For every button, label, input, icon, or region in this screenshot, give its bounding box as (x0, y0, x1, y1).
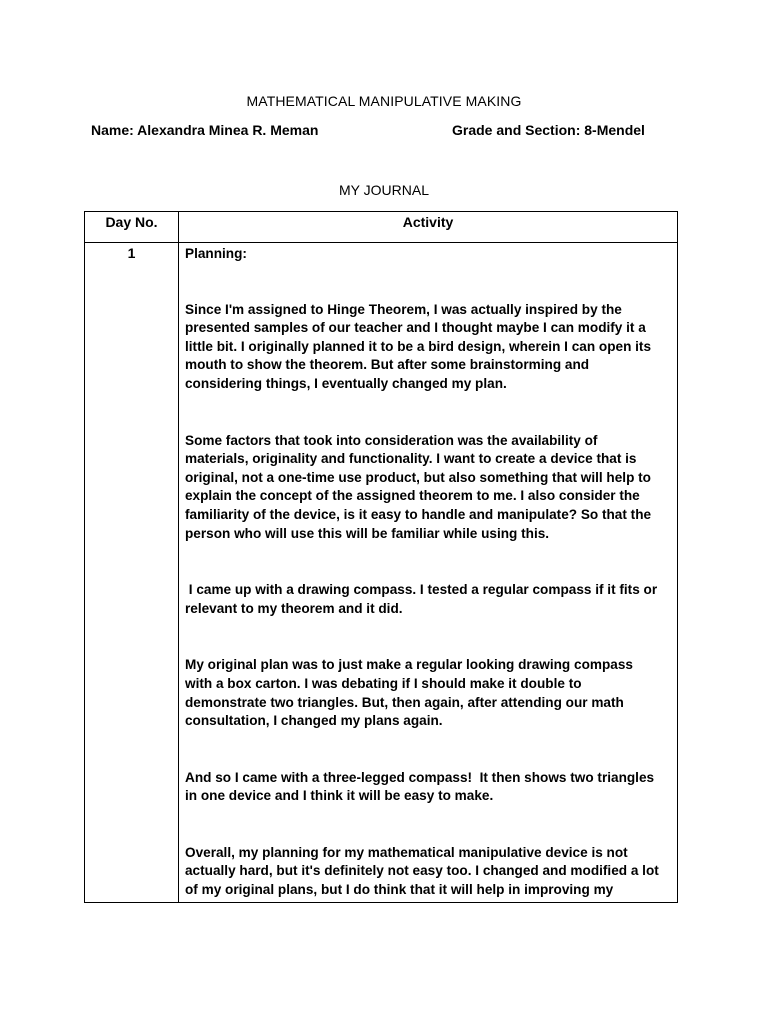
journal-title: MY JOURNAL (339, 182, 429, 198)
header-day-number: Day No. (105, 214, 158, 230)
activity-paragraph-1: Since I'm assigned to Hinge Theorem, I was actually inspired by the presented samples of our teacher and I thought maybe I can modify it a little bit. I originally planned it to be a bird design, wherein I can open its mouth to show the theorem. But after some brainstorming and considering things, I eventually changed my plan. (185, 301, 652, 391)
activity-paragraph-2: Some factors that took into consideration was the availability of materials, originality and functionality. I want to create a device that is original, not a one-time use product, but also something that will help to explain the concept of the assigned theorem to me. I also consider the familiarity of the device, is it easy to handle and manipulate? So that the person who will use this will be familiar while using this. (185, 432, 652, 541)
grade-and-section: Grade and Section: 8-Mendel (452, 122, 645, 138)
activity-paragraph-6: Overall, my planning for my mathematical manipulative device is not actually hard, but it's definitely not easy too. I changed and modified a lot of my original plans, but I do think that it will help in improving my (185, 844, 659, 898)
activity-label: Planning: (185, 246, 247, 261)
document-title: MATHEMATICAL MANIPULATIVE MAKING (246, 93, 522, 109)
header-activity: Activity (402, 214, 454, 230)
day-number-cell: 1 (127, 245, 136, 261)
activity-cell (185, 245, 663, 902)
activity-paragraph-4: My original plan was to just make a regular looking drawing compass with a box carton. I was debating if I should make it double to demonstrate two triangles. But, then again, after attending our math consultation, I changed my plans again. (185, 657, 633, 729)
header-row-divider (85, 242, 677, 243)
activity-paragraph-5: And so I came with a three-legged compass! It then shows two triangles in one device and I think it will be easy to make. (185, 769, 658, 804)
journal-table (84, 211, 678, 903)
column-divider (178, 212, 179, 902)
student-name: Name: Alexandra Minea R. Meman (91, 122, 319, 138)
activity-paragraph-3: I came up with a drawing compass. I tested a regular compass if it fits or relevant to my theorem and it did. (185, 582, 661, 616)
